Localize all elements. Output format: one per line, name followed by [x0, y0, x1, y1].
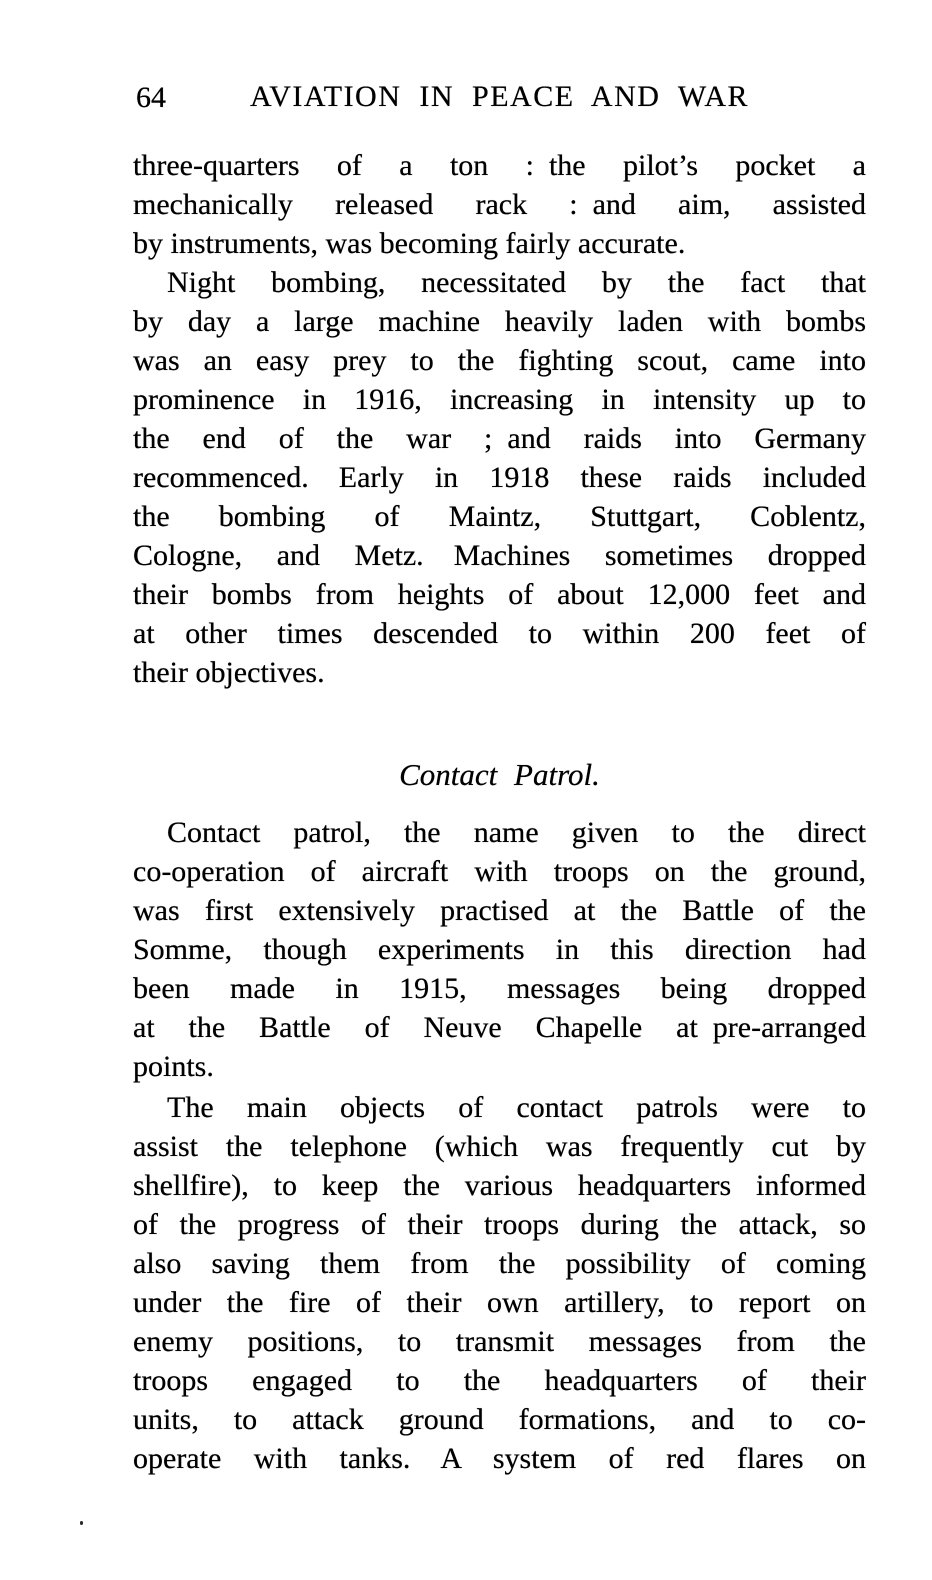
text-line: the bombing of Maintz, Stuttgart, Coblentz, [133, 500, 866, 533]
text-line: The main objects of contact patrols were to [167, 1091, 866, 1124]
text-line: co-operation of aircraft with troops on the ground, [133, 855, 866, 888]
paragraph-1 [133, 146, 866, 263]
text-line: Somme, though experiments in this direction had [133, 933, 866, 966]
text-line: three-quarters of a ton : the pilot’s pocket a [133, 149, 866, 182]
text-line: under the fire of their own artillery, to report on [133, 1286, 866, 1319]
text-line: also saving them from the possibility of coming [133, 1247, 866, 1280]
text-line: Cologne, and Metz. Machines sometimes dropped [133, 539, 866, 572]
section-heading: Contact Patrol. [399, 757, 600, 792]
text-line: by instruments, was becoming fairly accurate. [133, 227, 686, 260]
text-line: enemy positions, to transmit messages from the [133, 1325, 866, 1358]
text-line: of the progress of their troops during the attack, so [133, 1208, 866, 1241]
running-title: AVIATION IN PEACE AND WAR [249, 80, 750, 113]
text-column [133, 146, 866, 1478]
text-line: shellfire), to keep the various headquarters informed [133, 1169, 866, 1202]
text-line: prominence in 1916, increasing in intensity up to [133, 383, 866, 416]
text-line: was first extensively practised at the Battle of the [133, 894, 866, 927]
text-line: Contact patrol, the name given to the direct [167, 816, 866, 849]
text-line: been made in 1915, messages being dropped [133, 972, 866, 1005]
text-line: their objectives. [133, 656, 325, 689]
text-line: Night bombing, necessitated by the fact that [167, 266, 866, 299]
text-line: points. [133, 1050, 214, 1083]
text-line: the end of the war ; and raids into Germany [133, 422, 866, 455]
text-line: by day a large machine heavily laden with bombs [133, 305, 866, 338]
text-line: units, to attack ground formations, and to co- [133, 1403, 866, 1436]
text-line: their bombs from heights of about 12,000 feet and [133, 578, 866, 611]
text-line: at other times descended to within 200 feet of [133, 617, 866, 650]
text-line: assist the telephone (which was frequently cut by [133, 1130, 866, 1163]
paragraph-2 [133, 263, 866, 692]
page-number: 64 [136, 81, 166, 114]
text-line: troops engaged to the headquarters of their [133, 1364, 866, 1397]
paragraph-4 [133, 1088, 866, 1478]
paragraph-3 [133, 813, 866, 1086]
text-line: mechanically released rack : and aim, assisted [133, 188, 866, 221]
scan-speck-artifact [80, 1521, 83, 1525]
text-line: operate with tanks. A system of red flares on [133, 1442, 866, 1475]
text-line: recommenced. Early in 1918 these raids included [133, 461, 866, 494]
text-line: at the Battle of Neuve Chapelle at pre-arranged [133, 1011, 866, 1044]
page-header [133, 80, 866, 122]
text-line: was an easy prey to the fighting scout, came into [133, 344, 866, 377]
